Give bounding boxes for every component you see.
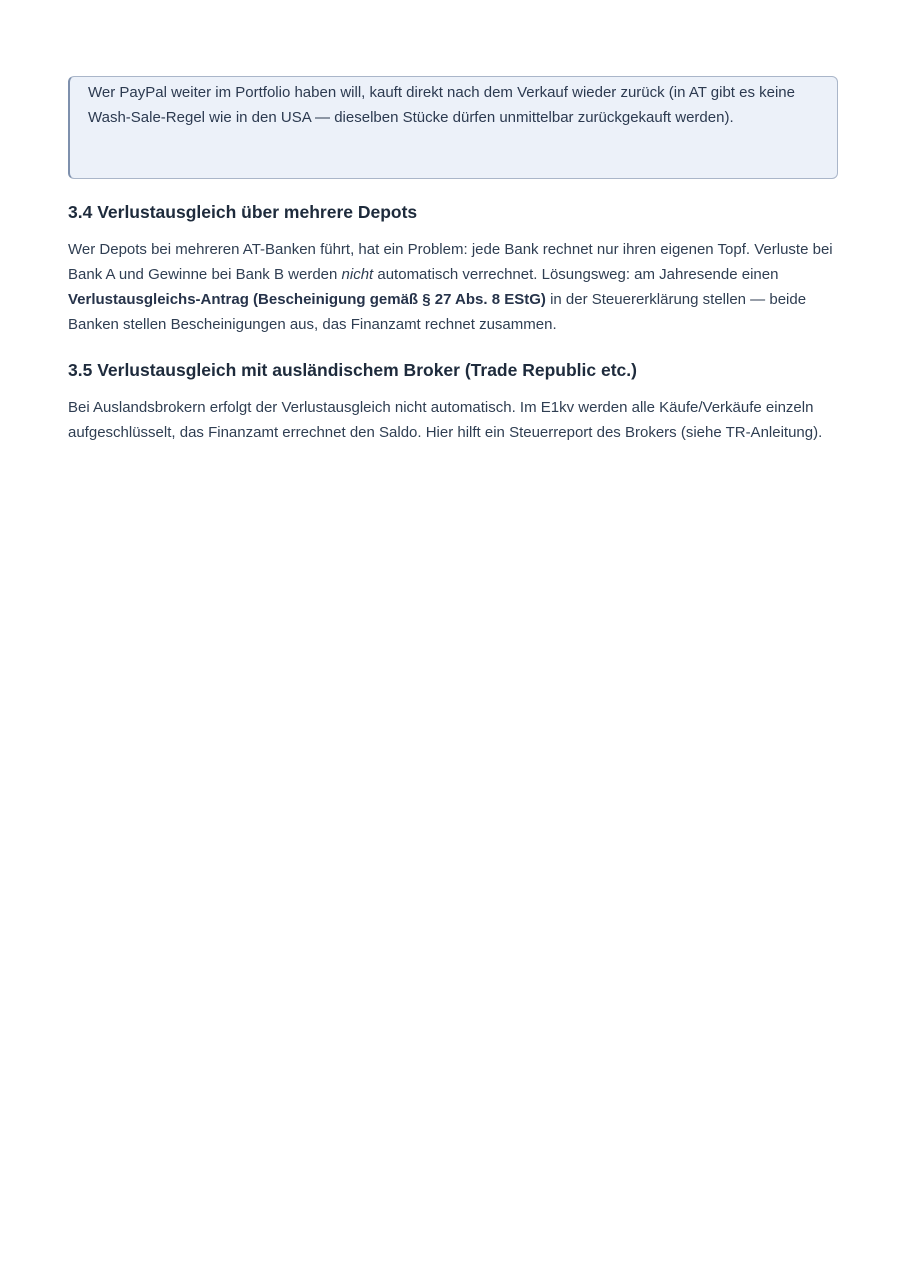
info-callout-text: Wer PayPal weiter im Portfolio haben will, kauft direkt nach dem Verkauf wieder zurück (in AT gibt es keine Wash-Sale-Regel wie in den USA — dieselben Stücke dürfen unmittelbar zurückgekauft werden). <box>88 84 795 126</box>
section-3-5-heading: 3.5 Verlustausgleich mit ausländischem Broker (Trade Republic etc.) <box>68 360 637 380</box>
section-3-4-paragraph: Wer Depots bei mehreren AT-Banken führt, hat ein Problem: jede Bank rechnet nur ihren eigenen Topf. Verluste bei Bank A und Gewinne bei Bank B werden nicht automatisch verrechnet. Lösungsweg: am Jahresende einen Verlustausgleichs-Antrag (Bescheinigung gemäß § 27 Abs. 8 EStG) in der Steuererklärung stellen — beide Banken stellen Bescheinigungen aus, das Finanzamt rechnet zusammen. <box>68 241 833 333</box>
section-3-5 <box>68 358 838 445</box>
section-3-5-paragraph: Bei Auslandsbrokern erfolgt der Verlustausgleich nicht automatisch. Im E1kv werden alle Käufe/Verkäufe einzeln aufgeschlüsselt, das Finanzamt errechnet den Saldo. Hier hilft ein Steuerreport des Brokers (siehe TR-Anleitung). <box>68 399 823 441</box>
section-3-4-heading: 3.4 Verlustausgleich über mehrere Depots <box>68 202 418 222</box>
section-3-4 <box>68 200 838 337</box>
page-content <box>68 76 838 459</box>
info-callout <box>68 76 838 179</box>
